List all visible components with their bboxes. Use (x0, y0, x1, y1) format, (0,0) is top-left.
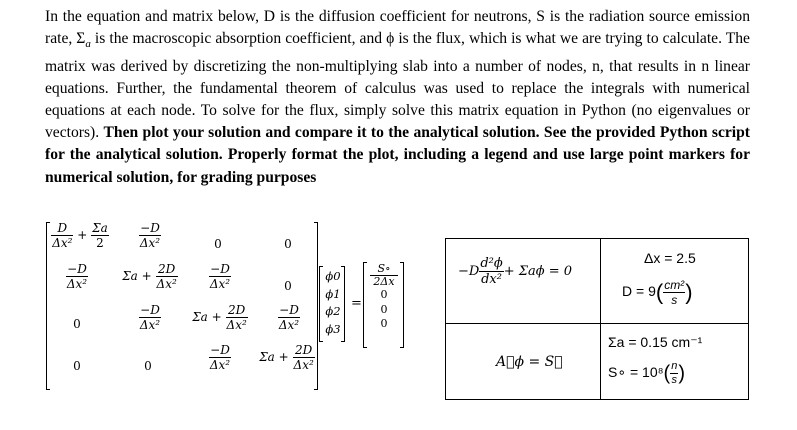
source-strength: S∘ = 10⁸( $\frac{n}{s}$ ) (608, 360, 686, 386)
matrix-cell-r1c4: 0 (284, 237, 292, 251)
table-vertical-divider (600, 239, 601, 399)
flux-phi2: ϕ2 (325, 304, 341, 318)
absorption-coefficient: Σa = 0.15 cm⁻¹ (608, 334, 703, 350)
source-row-3: 0 (380, 317, 388, 330)
matrix-cell-r4c3: $\frac{-D}{\text{Δx²}}$ (209, 343, 231, 372)
matrix-cell-r2c3: $\frac{-D}{\text{Δx²}}$ (209, 262, 231, 291)
paragraph-sub-a: a (85, 38, 91, 51)
matrix-cell-r1c1: $\frac{D}{\text{Δx²}}$ + $\frac{\Sigma a}{2}$ (52, 221, 108, 250)
equation-table (445, 238, 749, 400)
instruction-paragraph (45, 6, 750, 189)
matrix-cell-r3c2: $\frac{-D}{\text{Δx²}}$ (139, 303, 161, 332)
source-row-1: 0 (380, 288, 388, 301)
matrix-cell-r2c4: 0 (284, 279, 292, 293)
matrix-equals-sign: = (351, 296, 362, 311)
flux-phi0: ϕ0 (325, 269, 341, 283)
matrix-cell-r3c1: 0 (73, 317, 81, 331)
dx-value: Δx = 2.5 (644, 250, 696, 266)
paragraph-intro: In the equation and matrix below, D is the diffusion coefficient for neutrons, S is the radiation source emission rate, Σ (45, 8, 750, 48)
paragraph-bold-instructions: Then plot your solution and compare it to the analytical solution. See the provided Python script for the analytical solution. Properly format the plot, including a legend and use large point markers for numerical solution, for grading purposes (45, 124, 750, 186)
matrix-equation: A⃗ϕ = S⃗ (496, 354, 563, 370)
flux-phi1: ϕ1 (325, 286, 341, 301)
source-top-num: S∘ (370, 263, 398, 276)
matrix-cell-r2c1: $\frac{-D}{\text{Δx²}}$ (66, 262, 88, 291)
table-horizontal-divider (446, 323, 748, 324)
matrix-cell-r1c2: $\frac{-D}{\text{Δx²}}$ (139, 221, 161, 250)
matrix-cell-r4c1: 0 (73, 359, 81, 373)
matrix-cell-r4c2: 0 (144, 359, 152, 373)
diffusion-equation: −D $\frac{\text{d²ϕ}}{\text{dx²}}$ + Σaϕ = 0 (458, 256, 572, 287)
matrix-cell-r4c4: Σa + $\frac{2D}{\text{Δx²}}$ (259, 343, 314, 372)
source-row-2: 0 (380, 302, 388, 316)
diffusion-coefficient: D = 9( $\frac{\text{cm²}}{s}$ ) (622, 278, 693, 307)
matrix-cell-r1c3: 0 (214, 237, 222, 251)
paragraph-body: is the macroscopic absorption coefficient, and ϕ is the flux, which is what we are trying to calculate. The matrix was derived by discretizing the non-multiplying slab into a number of nodes, n, that results in n linear equations. Further, the fundamental theorem of calculus was used to replace the integrals with numerical equations at each node. To solve for the flux, simply solve this matrix equation in Python (no eigenvalues or vectors). (45, 30, 750, 142)
matrix-cell-r3c3: Σa + $\frac{2D}{\text{Δx²}}$ (192, 303, 247, 332)
flux-phi3: ϕ3 (325, 321, 341, 336)
flux-vector (322, 268, 344, 338)
matrix-cell-r3c4: $\frac{-D}{\text{Δx²}}$ (278, 303, 300, 332)
source-top-den: 2Δx (373, 275, 395, 288)
matrix-cell-r2c2: Σa + $\frac{2D}{\text{Δx²}}$ (122, 262, 177, 291)
source-vector (366, 263, 402, 332)
